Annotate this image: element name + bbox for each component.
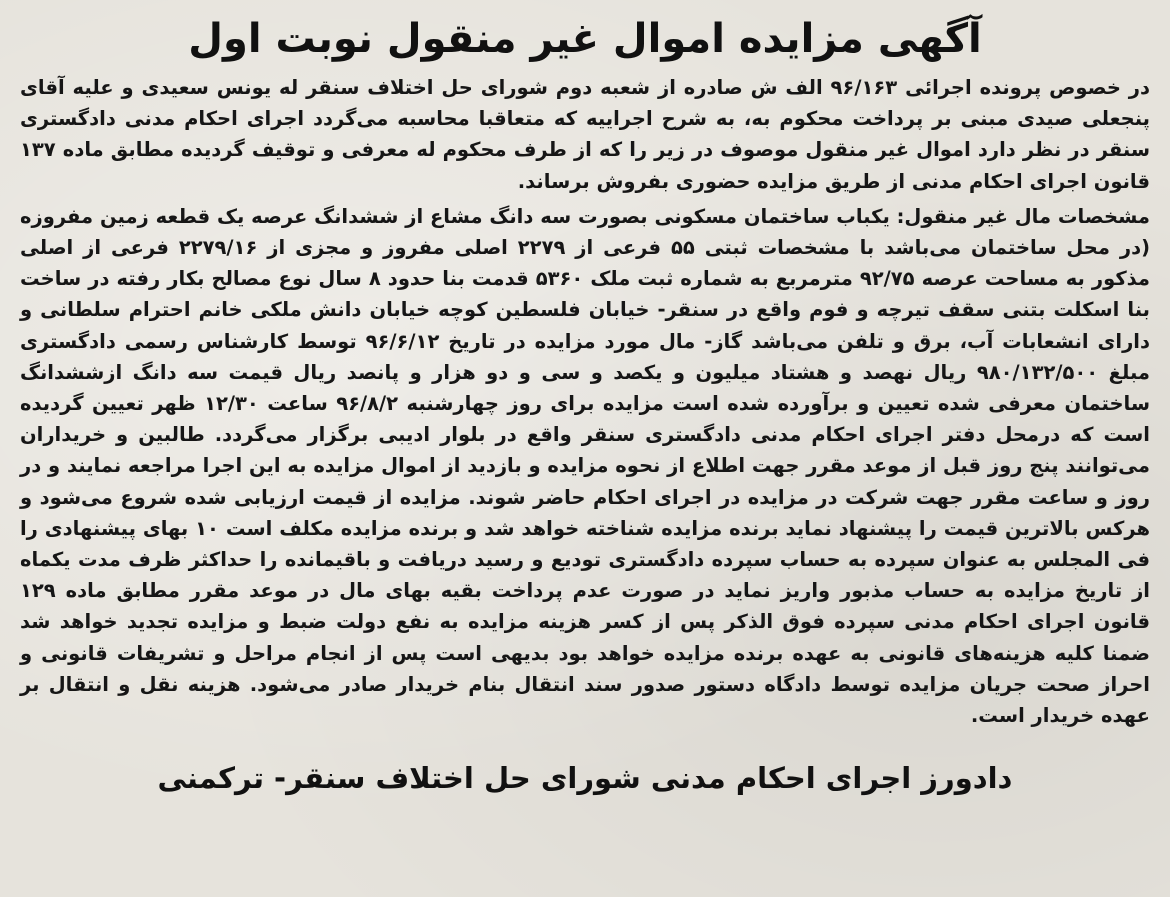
notice-title: آگهی مزایده اموال غیر منقول نوبت اول (188, 16, 982, 62)
notice-signature: دادورز اجرای احکام مدنی شورای حل اختلاف سنقر- ترکمنی (157, 761, 1013, 796)
notice-intro-paragraph: در خصوص پرونده اجرائی ۹۶/۱۶۳ الف ش صادره از شعبه دوم شورای حل اختلاف سنقر له یونس سعیدی و علیه آقای پنجعلی صیدی مبنی بر پرداخت محکوم به، به شرح اجراییه که متعاقبا محاسبه می‌گردد اجرای احکام مدنی دادگستری سنقر در نظر دارد اموال غیر منقول موصوف در زیر را که از طرف محکوم له معرفی و توقیف گردیده مطابق ماده ۱۳۷ قانون اجرای احکام مدنی از طریق مزایده حضوری بفروش برساند. (20, 76, 1150, 193)
notice-details-paragraph: مشخصات مال غیر منقول: یکباب ساختمان مسکونی بصورت سه دانگ مشاع از ششدانگ عرصه یک قطعه زمین مفروزه (در محل ساختمان می‌باشد با مشخصات ثبتی ۵۵ فرعی از ۲۲۷۹ اصلی مفروز و مجزی از ۲۲۷۹/۱۶ فرعی از اصلی مذکور به مساحت عرصه ۹۲/۷۵ مترمربع به شماره ثبت ملک ۵۳۶۰ قدمت بنا حدود ۸ سال نوع مصالح بکار رفته در ساخت بنا اسکلت بتنی سقف تیرچه و فوم واقع در سنقر- خیابان فلسطین کوچه خیابان دانش ملکی خانم احترام سلطانی و دارای انشعابات آب، برق و تلفن می‌باشد گاز- مال مورد مزایده در تاریخ ۹۶/۶/۱۲ توسط کارشناس رسمی دادگستری مبلغ ۹۸۰/۱۳۲/۵۰۰ ریال نهصد و هشتاد میلیون و یکصد و سی و دو هزار و پانصد ریال قیمت سه دانگ ازششدانگ ساختمان معرفی شده تعیین و برآورده شده است مزایده برای روز چهارشنبه ۹۶/۸/۲ ساعت ۱۲/۳۰ ظهر تعیین گردیده است که درمحل دفتر اجرای احکام مدنی دادگستری سنقر واقع در بلوار ادیبی برگزار می‌گردد. طالبین و خریداران می‌توانند پنج روز قبل از موعد مقرر جهت اطلاع از نحوه مزایده و بازدید از اموال مزایده به این اجرا مراجعه نمایند و در روز و ساعت مقرر جهت شرکت در مزایده در اجرای احکام حاضر شوند. مزایده از قیمت ارزیابی شده شروع می‌شود و هرکس بالاترین قیمت را پیشنهاد نماید برنده مزایده شناخته خواهد شد و برنده مزایده مکلف است ۱۰ بهای پیشنهادی را فی المجلس به عنوان سپرده به حساب سپرده دادگستری تودیع و رسید دریافت و باقیمانده را حداکثر ظرف مدت یکماه از تاریخ مزایده به حساب مذبور واریز نماید در صورت عدم پرداخت بقیه بهای مال در موعد مقرر مطابق ماده ۱۲۹ قانون اجرای احکام مدنی سپرده فوق الذکر پس از کسر هزینه مزایده به نفع دولت ضبط و مزایده تجدید خواهد شد ضمنا کلیه هزینه‌های قانونی به عهده برنده مزایده خواهد بود بدیهی است پس از انجام مراحل و تشریفات قانونی و احراز صحت جریان مزایده توسط دادگاه دستور صدور سند انتقال بنام خریدار صادر می‌شود. هزینه نقل و انتقال بر عهده خریدار است. (20, 204, 1151, 728)
